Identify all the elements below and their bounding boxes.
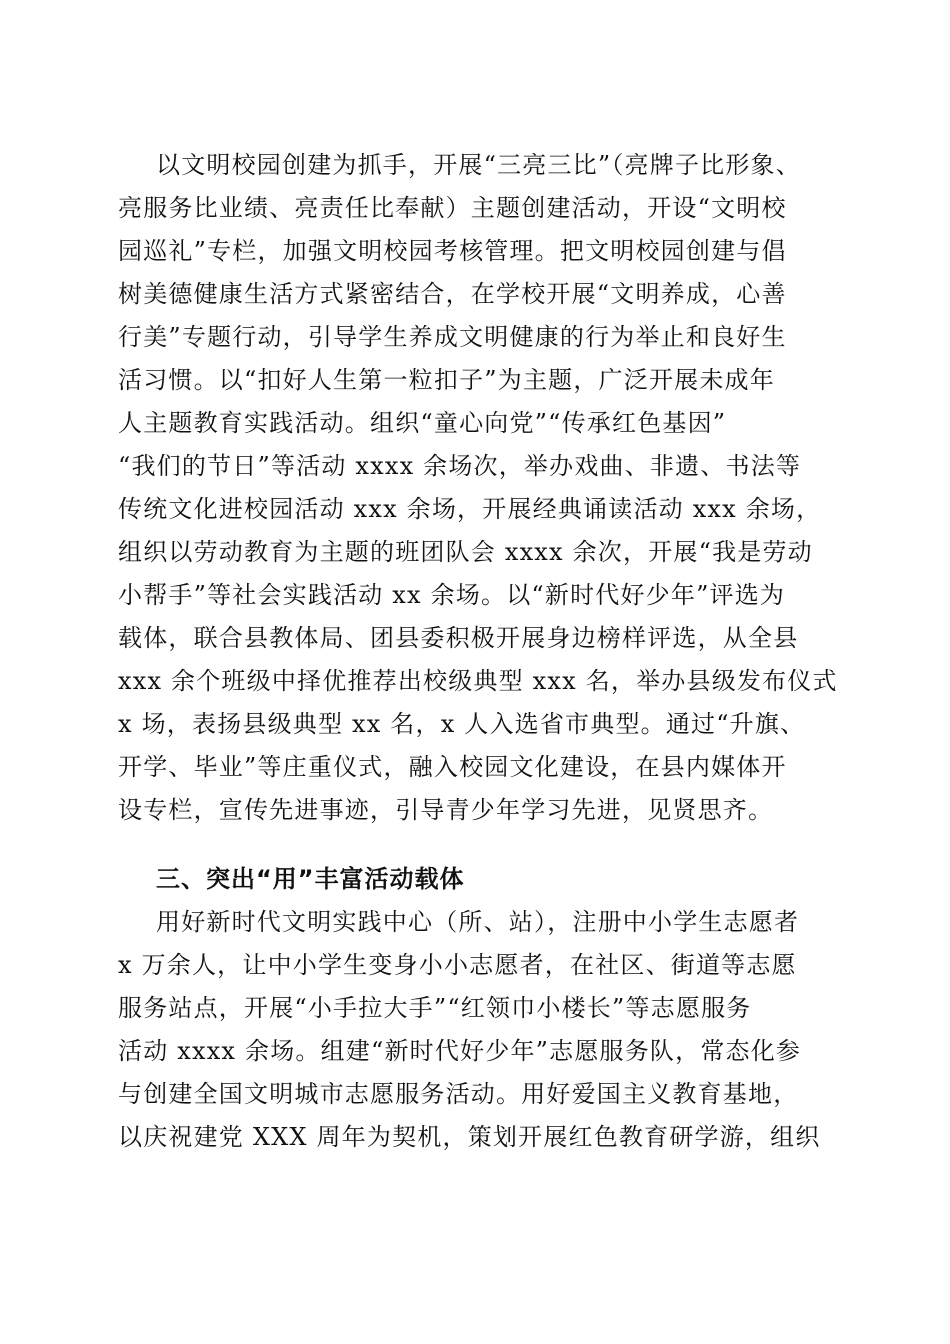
paragraph-line: 用好新时代文明实践中心（所、站），注册中小学生志愿者: [156, 908, 800, 936]
paragraph-line: 载体，联合县教体局、团县委积极开展身边榜样评选，从全县: [118, 624, 799, 652]
paragraph-line: 小帮手”等社会实践活动 xx 余场。以“新时代好少年”评选为: [118, 581, 786, 609]
paragraph-line: 设专栏，宣传先进事迹，引导青少年学习先进，见贤思齐。: [118, 796, 774, 824]
paragraph-line: 以文明校园创建为抓手，开展“三亮三比”（亮牌子比形象、: [156, 151, 801, 179]
paragraph-line: 传统文化进校园活动 xxx 余场，开展经典诵读活动 xxx 余场，: [118, 495, 822, 523]
paragraph-line: 活动 xxxx 余场。组建“新时代好少年”志愿服务队，常态化参: [118, 1037, 802, 1065]
paragraph-line: 行美”专题行动，引导学生养成文明健康的行为举止和良好生: [118, 323, 787, 351]
paragraph-line: xxx 余个班级中择优推荐出校级典型 xxx 名，举办县级发布仪式: [118, 667, 838, 695]
paragraph-line: 亮服务比业绩、亮责任比奉献）主题创建活动，开设“文明校: [118, 194, 787, 222]
paragraph-line: x 场，表扬县级典型 xx 名，x 人入选省市典型。通过“升旗、: [118, 710, 806, 738]
paragraph-line: 活习惯。以“扣好人生第一粒扣子”为主题，广泛开展未成年: [118, 366, 775, 394]
section-heading-text: 三、突出“用”丰富活动载体: [156, 865, 465, 893]
paragraph-line: 以庆祝建党 XXX 周年为契机，策划开展红色教育研学游，组织: [118, 1123, 821, 1151]
paragraph-line: “我们的节日”等活动 xxxx 余场次，举办戏曲、非遗、书法等: [118, 452, 802, 480]
body-paragraph-activity-carriers: [118, 901, 830, 1159]
paragraph-line: 园巡礼”专栏，加强文明校园考核管理。把文明校园创建与倡: [118, 237, 787, 265]
paragraph-line: x 万余人，让中小学生变身小小志愿者，在社区、街道等志愿: [118, 951, 797, 979]
paragraph-line: 开学、毕业”等庄重仪式，融入校园文化建设，在县内媒体开: [118, 753, 787, 781]
body-paragraph-civilized-campus: [118, 144, 838, 832]
paragraph-line: 组织以劳动教育为主题的班团队会 xxxx 余次，开展“我是劳动: [118, 538, 813, 566]
paragraph-line: 树美德健康生活方式紧密结合，在学校开展“文明养成，心善: [118, 280, 787, 308]
paragraph-line: 服务站点，开展“小手拉大手”“红领巾小楼长”等志愿服务: [118, 994, 752, 1022]
paragraph-line: 与创建全国文明城市志愿服务活动。用好爱国主义教育基地，: [118, 1080, 799, 1108]
section-heading-3: [118, 858, 830, 901]
paragraph-line: 人主题教育实践活动。组织“童心向党”“传承红色基因”: [118, 409, 727, 437]
